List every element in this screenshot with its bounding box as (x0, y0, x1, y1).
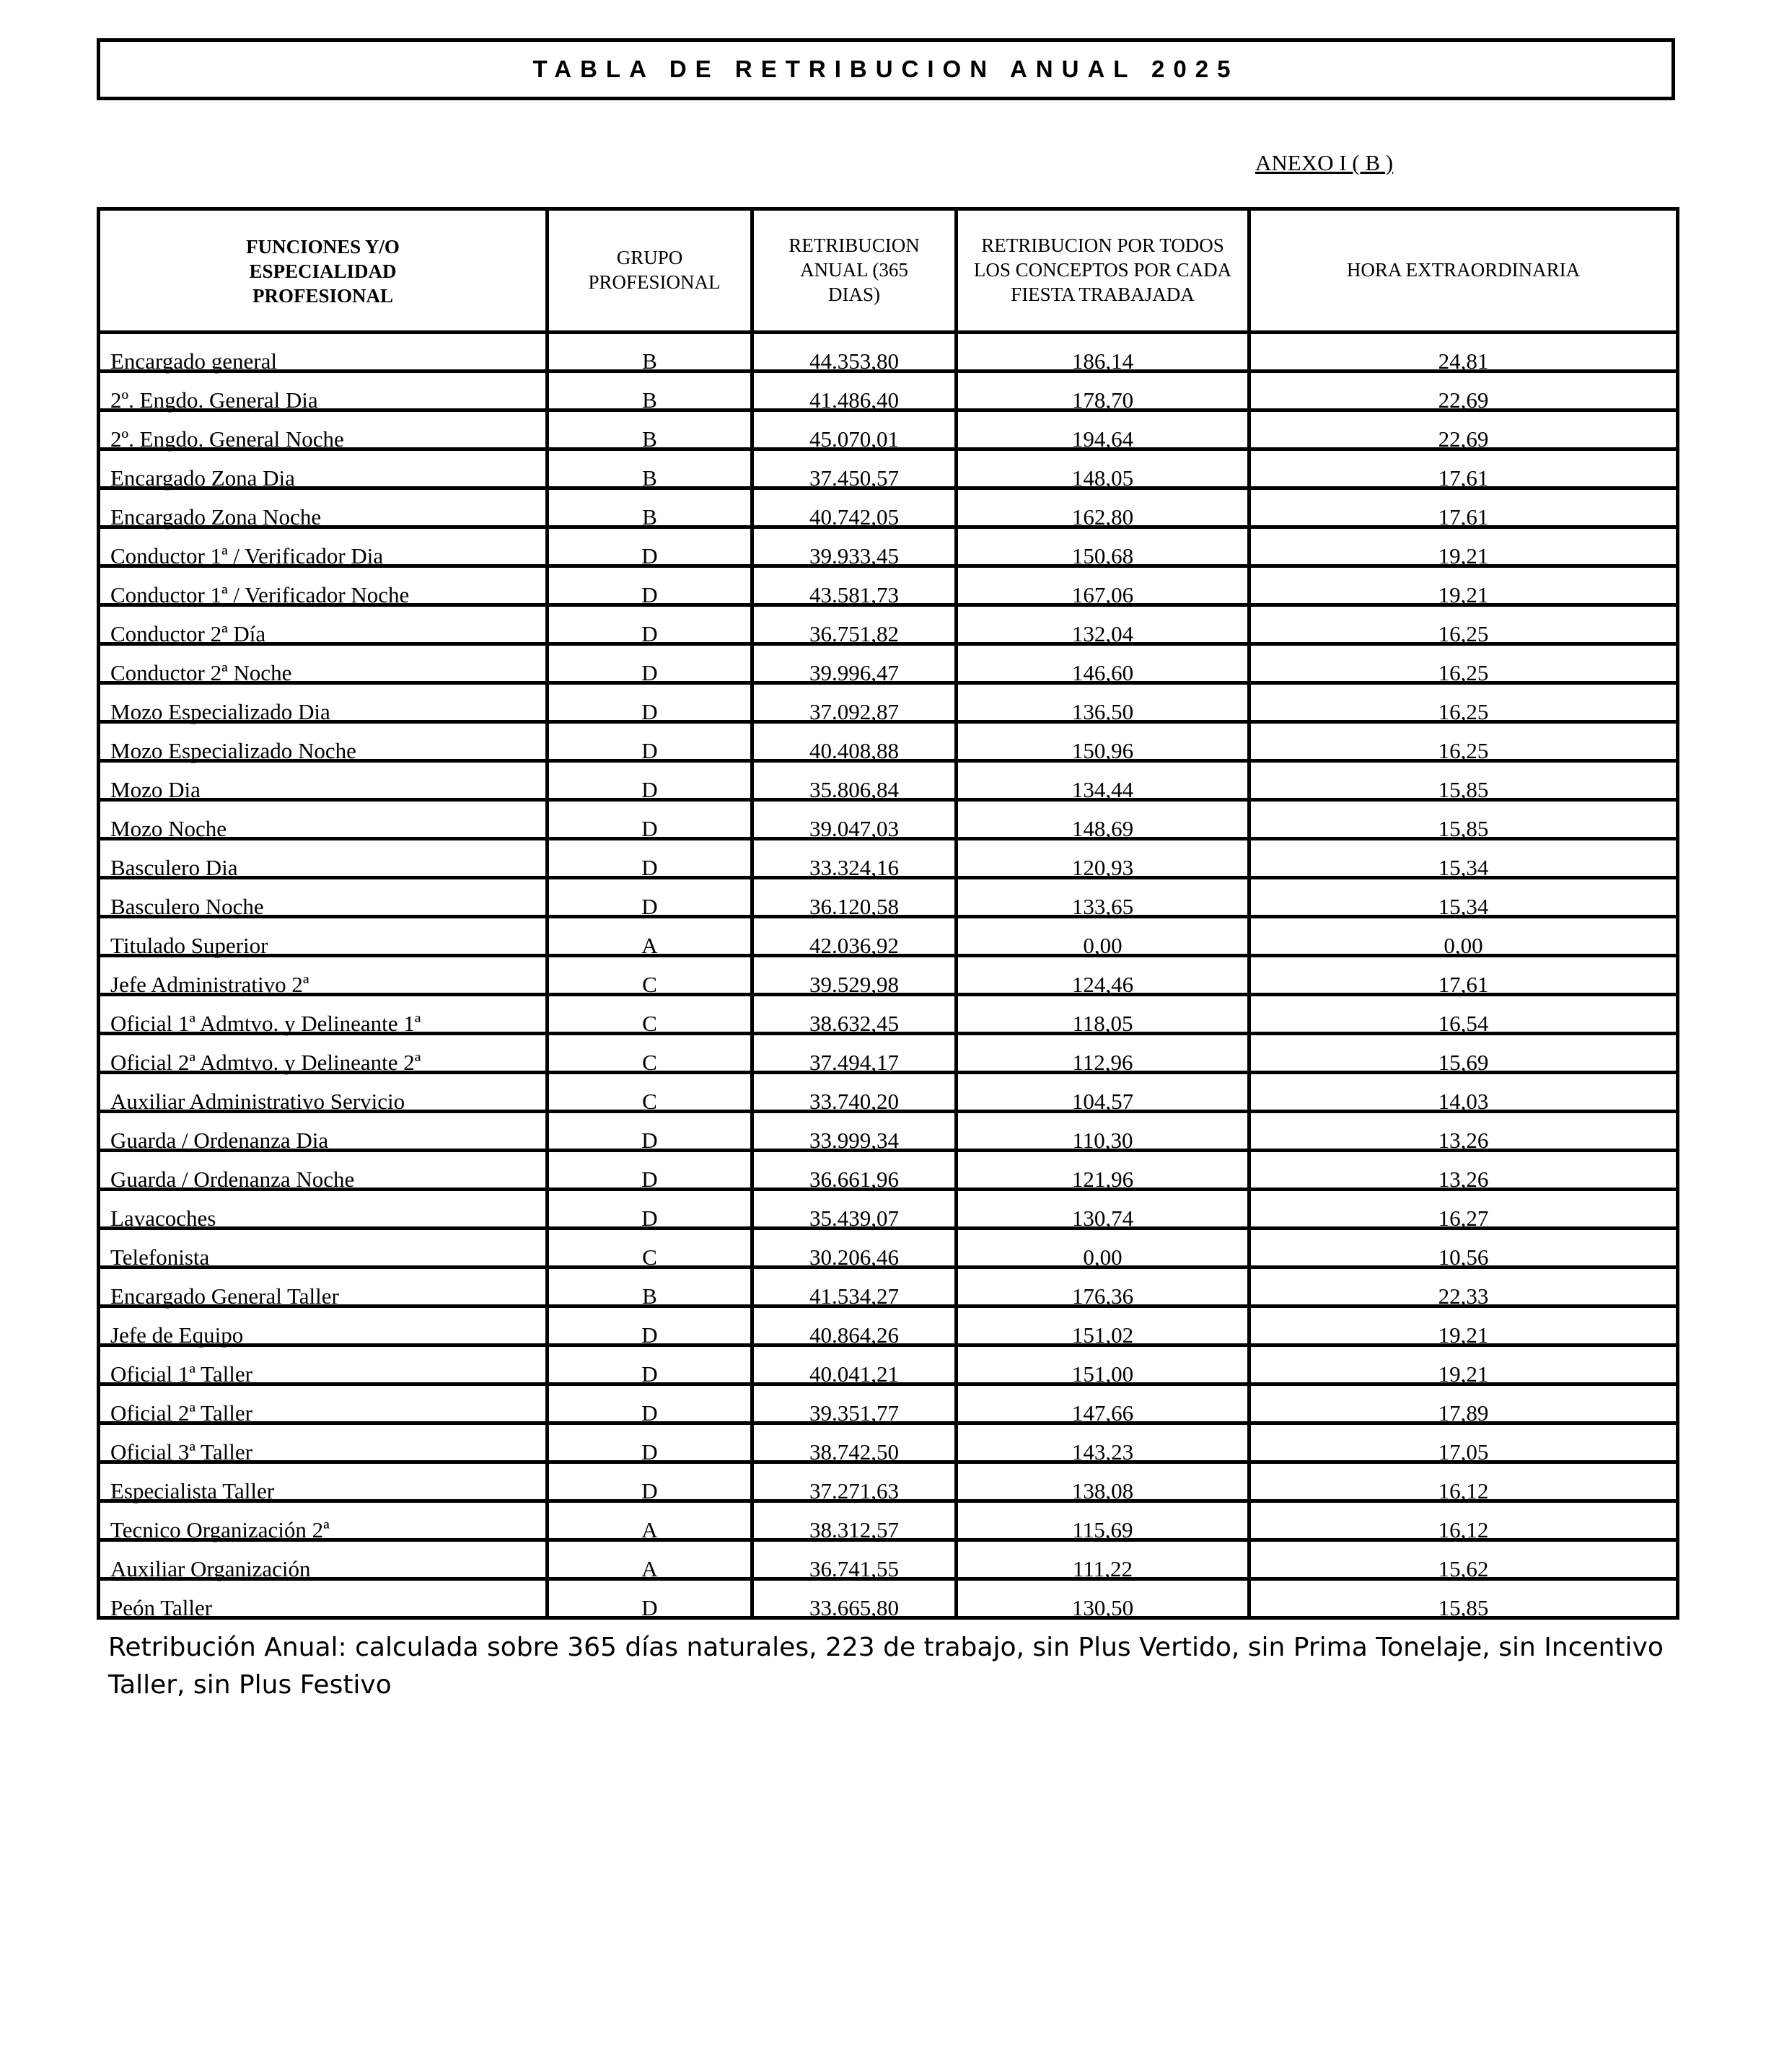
header-retribucion-fiesta: RETRIBUCION POR TODOS LOS CONCEPTOS POR CADA FIESTA TRABAJADA (957, 209, 1249, 333)
page-title: TABLA DE RETRIBUCION ANUAL 2025 (97, 38, 1675, 100)
cell-grupo: D (548, 1112, 752, 1151)
cell-grupo: D (548, 1307, 752, 1346)
cell-grupo: A (548, 1540, 752, 1579)
cell-funcion: Oficial 1ª Taller (99, 1346, 548, 1384)
cell-hora-extra: 17,61 (1249, 488, 1678, 527)
cell-retribucion-fiesta: 110,30 (957, 1112, 1249, 1151)
cell-retribucion-fiesta: 124,46 (957, 956, 1249, 995)
header-grupo: GRUPO PROFESIONAL (548, 209, 752, 333)
cell-retribucion-anual: 39.529,98 (752, 956, 957, 995)
table-row (99, 1073, 1678, 1112)
cell-funcion: Titulado Superior (99, 917, 548, 956)
cell-retribucion-fiesta: 118,05 (957, 995, 1249, 1034)
cell-grupo: D (548, 761, 752, 800)
cell-retribucion-fiesta: 121,96 (957, 1151, 1249, 1190)
cell-funcion: Conductor 2ª Día (99, 605, 548, 644)
cell-funcion: Guarda / Ordenanza Dia (99, 1112, 548, 1151)
cell-retribucion-anual: 40.408,88 (752, 722, 957, 761)
cell-funcion: Mozo Especializado Dia (99, 683, 548, 722)
cell-grupo: D (548, 644, 752, 683)
cell-retribucion-fiesta: 133,65 (957, 878, 1249, 917)
cell-grupo: B (548, 1268, 752, 1307)
table-row (99, 644, 1678, 683)
cell-funcion: Mozo Dia (99, 761, 548, 800)
table-row (99, 1579, 1678, 1618)
cell-retribucion-fiesta: 146,60 (957, 644, 1249, 683)
table-row (99, 1501, 1678, 1540)
cell-retribucion-fiesta: 112,96 (957, 1034, 1249, 1073)
cell-retribucion-anual: 38.742,50 (752, 1423, 957, 1462)
cell-retribucion-anual: 36.661,96 (752, 1151, 957, 1190)
cell-hora-extra: 15,85 (1249, 1579, 1678, 1618)
cell-retribucion-anual: 39.351,77 (752, 1384, 957, 1423)
cell-hora-extra: 15,34 (1249, 878, 1678, 917)
cell-hora-extra: 16,12 (1249, 1462, 1678, 1501)
cell-retribucion-fiesta: 150,68 (957, 527, 1249, 566)
table-row (99, 1151, 1678, 1190)
cell-funcion: Encargado general (99, 333, 548, 372)
cell-funcion: Conductor 1ª / Verificador Noche (99, 566, 548, 605)
cell-retribucion-anual: 39.996,47 (752, 644, 957, 683)
cell-retribucion-anual: 37.092,87 (752, 683, 957, 722)
cell-retribucion-fiesta: 150,96 (957, 722, 1249, 761)
cell-grupo: A (548, 1501, 752, 1540)
cell-grupo: C (548, 1229, 752, 1268)
cell-retribucion-anual: 33.324,16 (752, 839, 957, 878)
cell-retribucion-anual: 37.271,63 (752, 1462, 957, 1501)
cell-hora-extra: 22,69 (1249, 411, 1678, 449)
header-hora-extra: HORA EXTRAORDINARIA (1249, 209, 1678, 333)
cell-grupo: D (548, 566, 752, 605)
table-row (99, 683, 1678, 722)
cell-grupo: D (548, 527, 752, 566)
cell-funcion: Oficial 2ª Taller (99, 1384, 548, 1423)
table-row (99, 333, 1678, 372)
cell-funcion: Encargado General Taller (99, 1268, 548, 1307)
cell-hora-extra: 19,21 (1249, 1346, 1678, 1384)
cell-hora-extra: 15,69 (1249, 1034, 1678, 1073)
table-row (99, 605, 1678, 644)
cell-retribucion-anual: 45.070,01 (752, 411, 957, 449)
cell-grupo: B (548, 488, 752, 527)
cell-grupo: D (548, 1151, 752, 1190)
cell-retribucion-anual: 38.312,57 (752, 1501, 957, 1540)
cell-hora-extra: 16,25 (1249, 722, 1678, 761)
cell-retribucion-anual: 35.439,07 (752, 1190, 957, 1229)
cell-hora-extra: 17,89 (1249, 1384, 1678, 1423)
cell-retribucion-fiesta: 104,57 (957, 1073, 1249, 1112)
cell-retribucion-fiesta: 132,04 (957, 605, 1249, 644)
cell-retribucion-fiesta: 130,50 (957, 1579, 1249, 1618)
cell-retribucion-fiesta: 130,74 (957, 1190, 1249, 1229)
table-row (99, 761, 1678, 800)
cell-grupo: D (548, 722, 752, 761)
cell-funcion: Auxiliar Administrativo Servicio (99, 1073, 548, 1112)
cell-grupo: D (548, 1462, 752, 1501)
cell-funcion: Mozo Noche (99, 800, 548, 839)
cell-hora-extra: 16,25 (1249, 683, 1678, 722)
annex-label: ANEXO I ( B ) (1255, 150, 1394, 175)
header-retribucion-anual: RETRIBUCION ANUAL (365 DIAS) (752, 209, 957, 333)
table-row (99, 1112, 1678, 1151)
cell-funcion: Tecnico Organización 2ª (99, 1501, 548, 1540)
cell-hora-extra: 17,05 (1249, 1423, 1678, 1462)
cell-hora-extra: 16,27 (1249, 1190, 1678, 1229)
cell-retribucion-anual: 42.036,92 (752, 917, 957, 956)
table-row (99, 722, 1678, 761)
table-header-row (99, 209, 1678, 333)
cell-hora-extra: 14,03 (1249, 1073, 1678, 1112)
table-row (99, 1307, 1678, 1346)
cell-funcion: Peón Taller (99, 1579, 548, 1618)
cell-retribucion-anual: 33.999,34 (752, 1112, 957, 1151)
cell-hora-extra: 16,25 (1249, 605, 1678, 644)
cell-grupo: C (548, 995, 752, 1034)
cell-retribucion-fiesta: 186,14 (957, 333, 1249, 372)
retribution-table (97, 207, 1679, 1620)
cell-grupo: D (548, 800, 752, 839)
header-funciones: FUNCIONES Y/O ESPECIALIDAD PROFESIONAL (99, 209, 548, 333)
cell-retribucion-fiesta: 162,80 (957, 488, 1249, 527)
cell-hora-extra: 13,26 (1249, 1112, 1678, 1151)
table-row (99, 1268, 1678, 1307)
table-row (99, 527, 1678, 566)
cell-retribucion-fiesta: 151,02 (957, 1307, 1249, 1346)
cell-retribucion-fiesta: 143,23 (957, 1423, 1249, 1462)
cell-hora-extra: 22,69 (1249, 372, 1678, 411)
cell-grupo: D (548, 1579, 752, 1618)
cell-funcion: Encargado Zona Dia (99, 449, 548, 488)
cell-funcion: Basculero Noche (99, 878, 548, 917)
cell-retribucion-anual: 41.486,40 (752, 372, 957, 411)
cell-funcion: Encargado Zona Noche (99, 488, 548, 527)
cell-hora-extra: 17,61 (1249, 956, 1678, 995)
cell-retribucion-anual: 33.665,80 (752, 1579, 957, 1618)
cell-retribucion-fiesta: 134,44 (957, 761, 1249, 800)
table-row (99, 1540, 1678, 1579)
cell-retribucion-anual: 40.864,26 (752, 1307, 957, 1346)
cell-grupo: B (548, 372, 752, 411)
cell-hora-extra: 15,85 (1249, 800, 1678, 839)
cell-funcion: Jefe Administrativo 2ª (99, 956, 548, 995)
cell-retribucion-anual: 39.047,03 (752, 800, 957, 839)
cell-retribucion-anual: 36.741,55 (752, 1540, 957, 1579)
footnote: Retribución Anual: calculada sobre 365 días naturales, 223 de trabajo, sin Plus Vertido, sin Prima Tonelaje, sin Incentivo Taller, sin Plus Festivo (108, 1633, 1664, 1700)
cell-hora-extra: 16,54 (1249, 995, 1678, 1034)
cell-hora-extra: 16,12 (1249, 1501, 1678, 1540)
cell-grupo: D (548, 878, 752, 917)
cell-hora-extra: 17,61 (1249, 449, 1678, 488)
cell-hora-extra: 13,26 (1249, 1151, 1678, 1190)
cell-retribucion-fiesta: 0,00 (957, 1229, 1249, 1268)
cell-funcion: Jefe de Equipo (99, 1307, 548, 1346)
cell-grupo: D (548, 1190, 752, 1229)
cell-retribucion-fiesta: 151,00 (957, 1346, 1249, 1384)
table-row (99, 995, 1678, 1034)
cell-retribucion-fiesta: 167,06 (957, 566, 1249, 605)
cell-retribucion-fiesta: 147,66 (957, 1384, 1249, 1423)
cell-retribucion-anual: 37.494,17 (752, 1034, 957, 1073)
cell-grupo: C (548, 1073, 752, 1112)
cell-retribucion-fiesta: 136,50 (957, 683, 1249, 722)
cell-funcion: Guarda / Ordenanza Noche (99, 1151, 548, 1190)
cell-retribucion-fiesta: 176,36 (957, 1268, 1249, 1307)
cell-grupo: D (548, 839, 752, 878)
cell-funcion: Especialista Taller (99, 1462, 548, 1501)
cell-retribucion-fiesta: 178,70 (957, 372, 1249, 411)
cell-grupo: D (548, 605, 752, 644)
cell-hora-extra: 22,33 (1249, 1268, 1678, 1307)
cell-funcion: Telefonista (99, 1229, 548, 1268)
cell-retribucion-anual: 30.206,46 (752, 1229, 957, 1268)
cell-funcion: Conductor 2ª Noche (99, 644, 548, 683)
table-row (99, 917, 1678, 956)
cell-grupo: B (548, 411, 752, 449)
cell-retribucion-anual: 38.632,45 (752, 995, 957, 1034)
cell-grupo: D (548, 683, 752, 722)
cell-hora-extra: 10,56 (1249, 1229, 1678, 1268)
cell-retribucion-fiesta: 111,22 (957, 1540, 1249, 1579)
cell-funcion: Auxiliar Organización (99, 1540, 548, 1579)
cell-retribucion-anual: 44.353,80 (752, 333, 957, 372)
table-row (99, 1384, 1678, 1423)
table-row (99, 878, 1678, 917)
table-body (99, 333, 1678, 1618)
cell-retribucion-anual: 41.534,27 (752, 1268, 957, 1307)
cell-hora-extra: 24,81 (1249, 333, 1678, 372)
cell-retribucion-fiesta: 0,00 (957, 917, 1249, 956)
cell-retribucion-anual: 33.740,20 (752, 1073, 957, 1112)
cell-grupo: D (548, 1384, 752, 1423)
cell-grupo: B (548, 449, 752, 488)
table-row (99, 1462, 1678, 1501)
cell-hora-extra: 19,21 (1249, 1307, 1678, 1346)
cell-retribucion-anual: 43.581,73 (752, 566, 957, 605)
cell-funcion: Oficial 1ª Admtvo. y Delineante 1ª (99, 995, 548, 1034)
table-row (99, 1423, 1678, 1462)
cell-funcion: 2º. Engdo. General Dia (99, 372, 548, 411)
cell-retribucion-anual: 37.450,57 (752, 449, 957, 488)
cell-retribucion-fiesta: 120,93 (957, 839, 1249, 878)
cell-funcion: Mozo Especializado Noche (99, 722, 548, 761)
table-row (99, 1346, 1678, 1384)
cell-retribucion-anual: 36.120,58 (752, 878, 957, 917)
cell-retribucion-fiesta: 194,64 (957, 411, 1249, 449)
cell-grupo: C (548, 956, 752, 995)
cell-funcion: Conductor 1ª / Verificador Dia (99, 527, 548, 566)
cell-retribucion-fiesta: 148,05 (957, 449, 1249, 488)
table-row (99, 449, 1678, 488)
cell-funcion: Basculero Dia (99, 839, 548, 878)
cell-funcion: Oficial 3ª Taller (99, 1423, 548, 1462)
cell-retribucion-anual: 39.933,45 (752, 527, 957, 566)
cell-hora-extra: 0,00 (1249, 917, 1678, 956)
table-row (99, 372, 1678, 411)
table-row (99, 488, 1678, 527)
cell-grupo: D (548, 1423, 752, 1462)
cell-hora-extra: 19,21 (1249, 527, 1678, 566)
table-row (99, 1190, 1678, 1229)
table-row (99, 1034, 1678, 1073)
cell-hora-extra: 16,25 (1249, 644, 1678, 683)
table-row (99, 566, 1678, 605)
cell-grupo: C (548, 1034, 752, 1073)
cell-funcion: Lavacoches (99, 1190, 548, 1229)
cell-retribucion-anual: 40.742,05 (752, 488, 957, 527)
cell-hora-extra: 15,85 (1249, 761, 1678, 800)
cell-hora-extra: 19,21 (1249, 566, 1678, 605)
cell-retribucion-anual: 40.041,21 (752, 1346, 957, 1384)
cell-funcion: Oficial 2ª Admtvo. y Delineante 2ª (99, 1034, 548, 1073)
cell-retribucion-fiesta: 148,69 (957, 800, 1249, 839)
table-row (99, 411, 1678, 449)
cell-funcion: 2º. Engdo. General Noche (99, 411, 548, 449)
cell-grupo: A (548, 917, 752, 956)
table-row (99, 956, 1678, 995)
cell-hora-extra: 15,34 (1249, 839, 1678, 878)
cell-grupo: D (548, 1346, 752, 1384)
table-row (99, 800, 1678, 839)
cell-retribucion-anual: 35.806,84 (752, 761, 957, 800)
cell-retribucion-fiesta: 115,69 (957, 1501, 1249, 1540)
cell-hora-extra: 15,62 (1249, 1540, 1678, 1579)
cell-retribucion-fiesta: 138,08 (957, 1462, 1249, 1501)
table-row (99, 839, 1678, 878)
cell-retribucion-anual: 36.751,82 (752, 605, 957, 644)
table-row (99, 1229, 1678, 1268)
cell-grupo: B (548, 333, 752, 372)
